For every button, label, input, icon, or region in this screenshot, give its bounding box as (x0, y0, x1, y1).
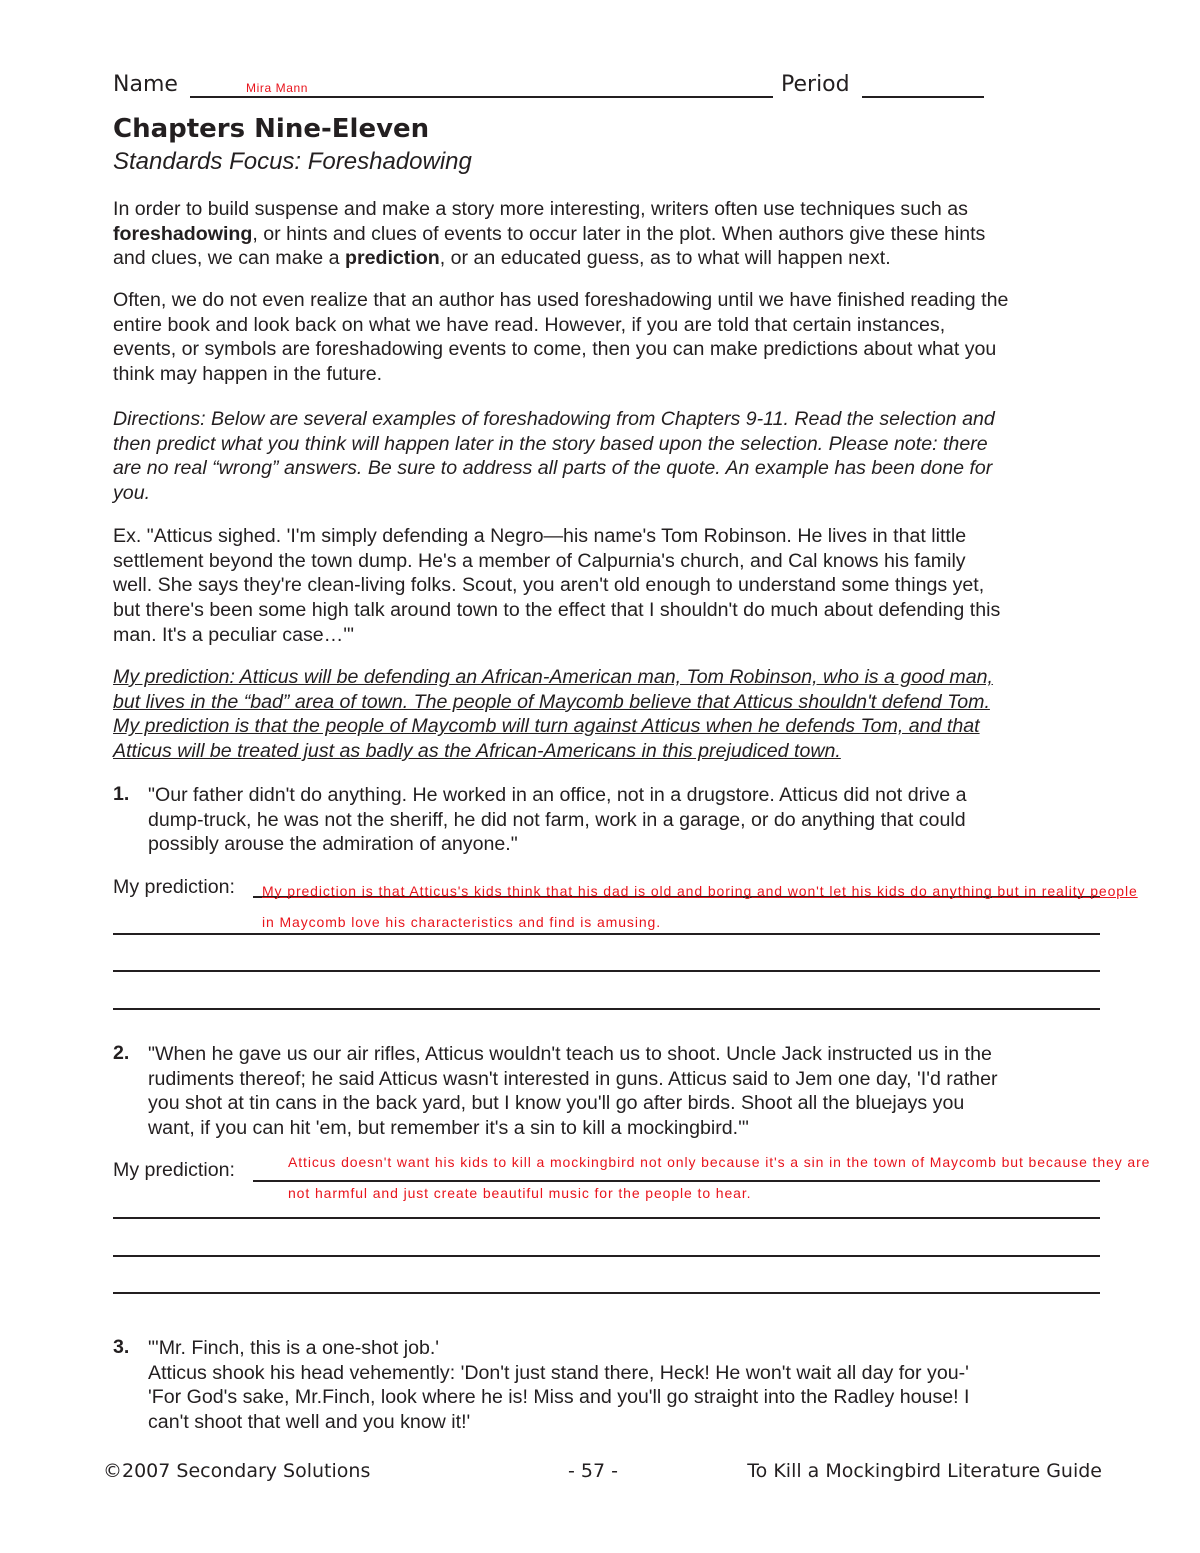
question-2-answer-line-1[interactable]: Atticus doesn't want his kids to kill a mockingbird not only because it's a sin in the town of Maycomb but because they are (288, 1154, 1151, 1170)
example-quote (113, 524, 1000, 647)
text-line: Directions: Below are several examples of foreshadowing from Chapters 9-11. Read the selection and (113, 408, 995, 430)
footer-copyright: ©2007 Secondary Solutions (103, 1460, 371, 1482)
page-title: Chapters Nine-Eleven (113, 114, 430, 144)
answer-line[interactable] (113, 1008, 1100, 1010)
text-line: entire book and look back on what we have read. However, if you are told that certain instances, (113, 313, 946, 336)
question-2-answer-line-2[interactable]: not harmful and just create beautiful music for the people to hear. (288, 1185, 752, 1201)
question-1-number: 1. (113, 783, 130, 805)
question-2-quote (148, 1042, 998, 1141)
text-line: want, if you can hit 'em, but remember it's a sin to kill a mockingbird.'" (148, 1117, 749, 1140)
text-line: but lives in the “bad” area of town. The people of Maycomb believe that Atticus shouldn't defend Tom. (113, 690, 990, 713)
text-line: well. She says they're clean-living folks. Scout, you aren't old enough to understand some things yet, (113, 574, 985, 597)
answer-line[interactable] (113, 1292, 1100, 1294)
footer-guide-title: To Kill a Mockingbird Literature Guide (747, 1460, 1102, 1482)
text: , or an educated guess, as to what will happen next. (439, 247, 891, 270)
question-3-quote (148, 1336, 969, 1435)
footer-page-number: - 57 - (568, 1460, 618, 1482)
text-line: Atticus shook his head vehemently: 'Don't just stand there, Heck! He won't wait all day for you-' (148, 1361, 969, 1384)
question-2-number: 2. (113, 1042, 130, 1064)
question-1-prediction-label: My prediction: (113, 876, 235, 898)
text-line: Ex. "Atticus sighed. 'I'm simply defending a Negro—his name's Tom Robinson. He lives in that little (113, 525, 967, 547)
term-prediction: prediction (345, 247, 440, 270)
text-line: dump-truck, he was not the sheriff, he did not farm, work in a garage, or do anything that could (148, 808, 966, 831)
text: , or hints and clues of events to occur later in the plot. When authors give these hints (252, 222, 986, 245)
answer-line[interactable] (113, 1217, 1100, 1219)
question-1-quote (148, 783, 967, 857)
name-field-line[interactable] (190, 96, 773, 98)
answer-line[interactable] (113, 1255, 1100, 1257)
period-field-line[interactable] (862, 96, 984, 98)
text-line: man. It's a peculiar case…'" (113, 623, 354, 646)
text-line: think may happen in the future. (113, 363, 383, 386)
text-line (113, 222, 985, 247)
answer-line[interactable] (253, 1180, 1100, 1182)
paragraph-2 (113, 288, 1008, 387)
text-line: 'For God's sake, Mr.Finch, look where he is! Miss and you'll go straight into the Radley house! I (148, 1386, 970, 1409)
text-line: "Our father didn't do anything. He worked in an office, not in a drugstore. Atticus did not drive a (148, 784, 967, 806)
text: and clues, we can make a (113, 247, 345, 270)
example-prediction (113, 665, 993, 764)
text-line: can't shoot that well and you know it!' (148, 1411, 471, 1434)
text-line: events, or symbols are foreshadowing events to come, then you can make predictions about what you (113, 338, 997, 361)
text-line: settlement beyond the town dump. He's a member of Calpurnia's church, and Cal knows his family (113, 549, 966, 572)
text-line: Atticus will be treated just as badly as the African-Americans in this prejudiced town. (113, 740, 841, 763)
text-line: My prediction is that the people of Maycomb will turn against Atticus when he defends Tom, and that (113, 715, 980, 738)
question-1-answer-line-2[interactable]: in Maycomb love his characteristics and find is amusing. (262, 914, 661, 930)
text-line (113, 246, 985, 271)
text-line: are no real “wrong” answers. Be sure to address all parts of the quote. An example has been done for (113, 457, 993, 480)
question-1-answer-line-1[interactable]: My prediction is that Atticus's kids think that his dad is old and boring and won't let his kids do anything but in reality people (262, 883, 1138, 899)
period-label: Period (781, 72, 850, 97)
page-subtitle: Standards Focus: Foreshadowing (113, 148, 472, 175)
text-line: then predict what you think will happen later in the story based upon the selection. Please note: there (113, 432, 988, 455)
answer-line[interactable] (113, 933, 1100, 935)
text-line: you. (113, 482, 151, 505)
answer-line[interactable] (113, 970, 1100, 972)
text-line: rudiments thereof; he said Atticus wasn't interested in guns. Atticus said to Jem one day, 'I'd rather (148, 1067, 998, 1090)
name-label: Name (113, 72, 178, 97)
text-line: Often, we do not even realize that an author has used foreshadowing until we have finished reading the (113, 289, 1009, 311)
text-line: "'Mr. Finch, this is a one-shot job.' (148, 1337, 440, 1359)
name-value[interactable]: Mira Mann (246, 81, 309, 95)
text-line: you shot at tin cans in the back yard, but I know you'll go after birds. Shoot all the bluejays you (148, 1092, 965, 1115)
intro-paragraph (113, 197, 985, 271)
text-line: possibly arouse the admiration of anyone." (148, 833, 518, 856)
text-line: but there's been some high talk around town to the effect that I shouldn't do much about defending this (113, 599, 1001, 622)
text-line: "When he gave us our air rifles, Atticus wouldn't teach us to shoot. Uncle Jack instructed us in the (148, 1043, 992, 1065)
question-3-number: 3. (113, 1336, 130, 1358)
term-foreshadowing: foreshadowing (113, 222, 253, 245)
text-line: My prediction: Atticus will be defending an African-American man, Tom Robinson, who is a good man, (113, 666, 993, 688)
text-line: In order to build suspense and make a story more interesting, writers often use techniques such as (113, 198, 968, 220)
question-2-prediction-label: My prediction: (113, 1159, 235, 1181)
directions (113, 407, 995, 506)
